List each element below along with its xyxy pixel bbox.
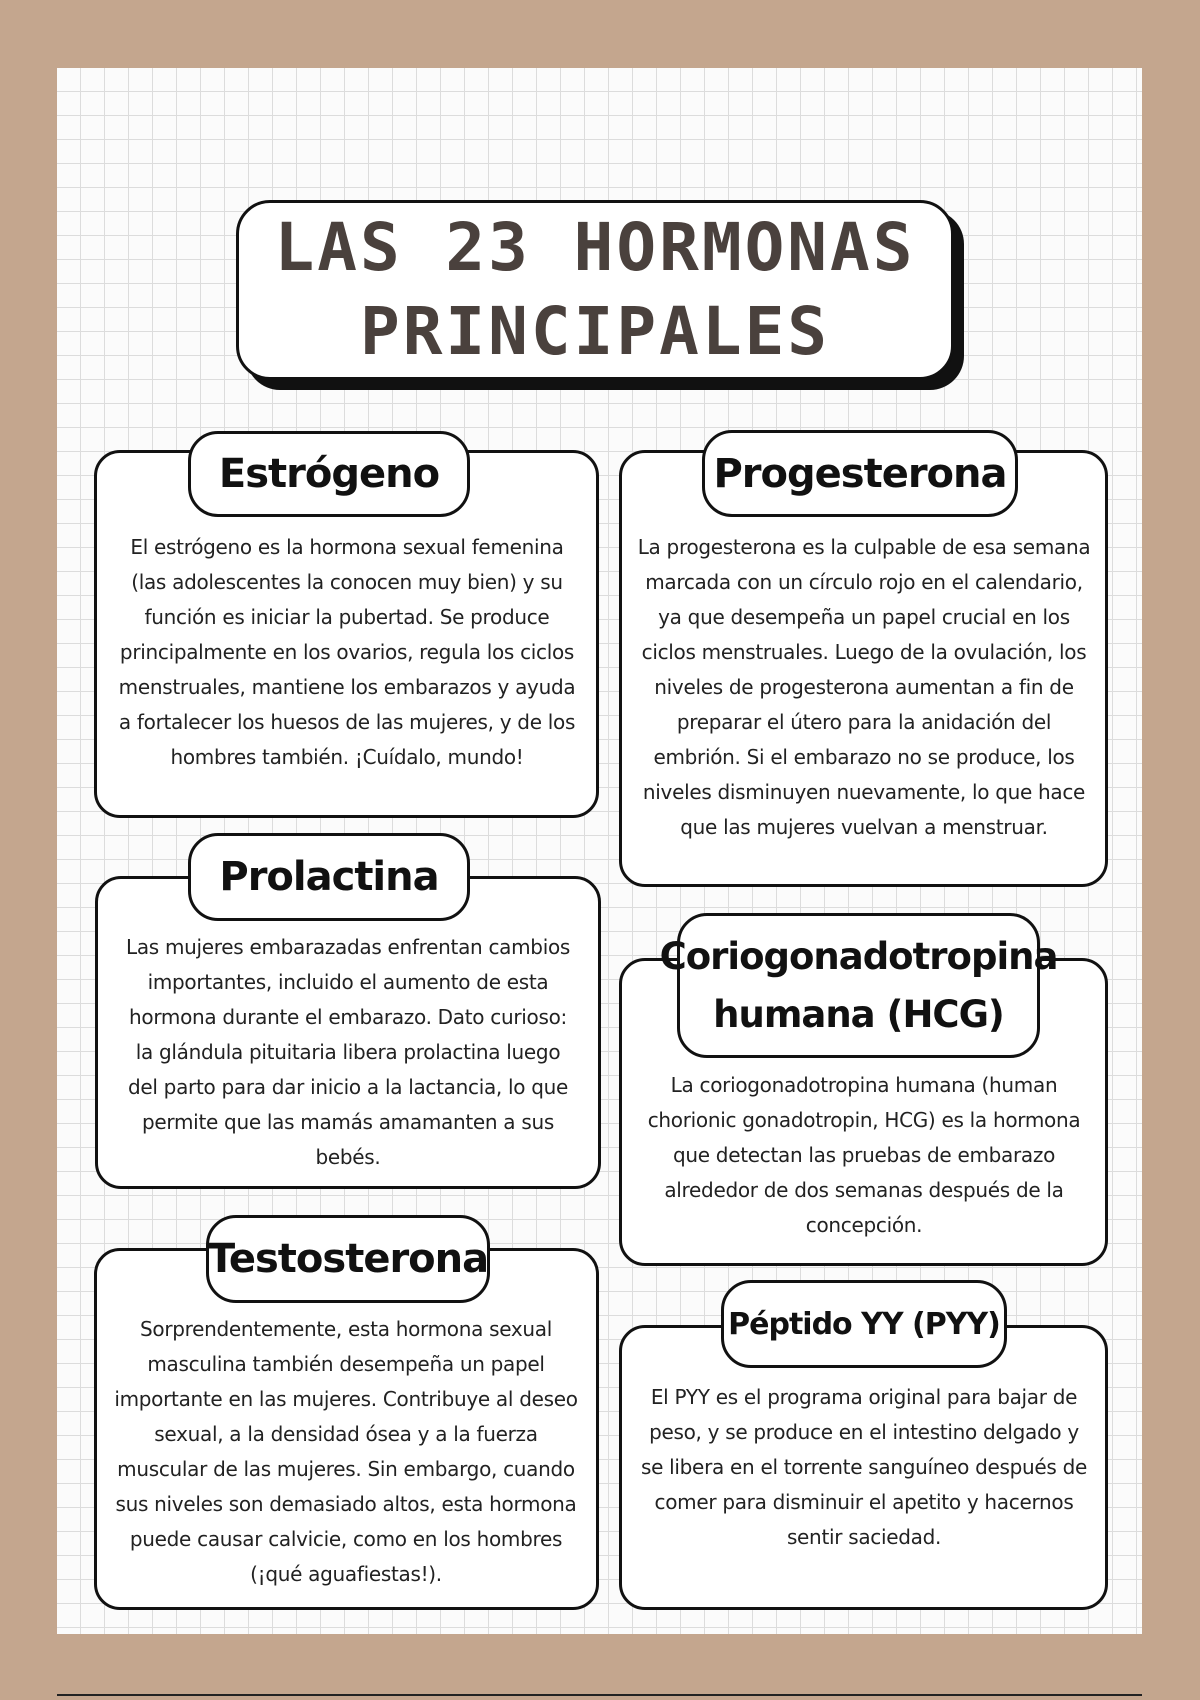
text-hcg: La coriogonadotropina humana (human chorionic gonadotropin, HCG) es la hormona que detectan las pruebas de embarazo alrededor de dos semanas después de la concepción.: [647, 1073, 1081, 1237]
title-line-1: LAS 23 HORMONAS: [274, 209, 916, 286]
text-testosterona: Sorprendentemente, esta hormona sexual masculina también desempeña un papel importante en las mujeres. Contribuye al deseo sexual, a la densidad ósea y a la fuerza muscular de las mujeres. Sin embargo, cuando sus niveles son demasiado altos, esta hormona puede causar calvicie, como en los hombres (¡qué aguafiestas!).: [114, 1317, 578, 1586]
heading-progesterona: Progesterona: [702, 430, 1018, 517]
heading-hcg-line-1: Coriogonadotropina: [659, 934, 1058, 978]
heading-testosterona: Testosterona: [206, 1215, 490, 1303]
heading-pyy: Péptido YY (PYY): [721, 1280, 1007, 1368]
text-pyy: El PYY es el programa original para bajar de peso, y se produce en el intestino delgado y se libera en el torrente sanguíneo después de comer para disminuir el apetito y hacernos sentir saciedad.: [640, 1385, 1088, 1549]
heading-estrogeno: Estrógeno: [188, 431, 470, 517]
heading-hcg-line-2: humana (HCG): [713, 992, 1004, 1036]
text-prolactina: Las mujeres embarazadas enfrentan cambios importantes, incluido el aumento de esta hormona durante el embarazo. Dato curioso: la glándula pituitaria libera prolactina luego del parto para dar inicio a la lactancia, lo que permite que las mamás amamanten a sus bebés.: [125, 935, 571, 1169]
bottom-divider: [57, 1694, 1142, 1696]
heading-hcg: [659, 913, 1058, 1058]
text-progesterona: La progesterona es la culpable de esa semana marcada con un círculo rojo en el calendario, ya que desempeña un papel crucial en los ciclos menstruales. Luego de la ovulación, los niveles de progesterona aumentan a fin de preparar el útero para la anidación del embrión. Si el embarazo no se produce, los niveles disminuyen nuevamente, lo que hace que las mujeres vuelvan a menstruar.: [637, 535, 1091, 839]
title-box: [236, 200, 954, 380]
text-estrogeno: El estrógeno es la hormona sexual femenina (las adolescentes la conocen muy bien) y su función es iniciar la pubertad. Se produce principalmente en los ovarios, regula los ciclos menstruales, mantiene los embarazos y ayuda a fortalecer los huesos de las mujeres, y de los hombres también. ¡Cuídalo, mundo!: [118, 535, 576, 769]
title-line-2: PRINCIPALES: [359, 293, 831, 370]
heading-prolactina: Prolactina: [188, 833, 470, 921]
